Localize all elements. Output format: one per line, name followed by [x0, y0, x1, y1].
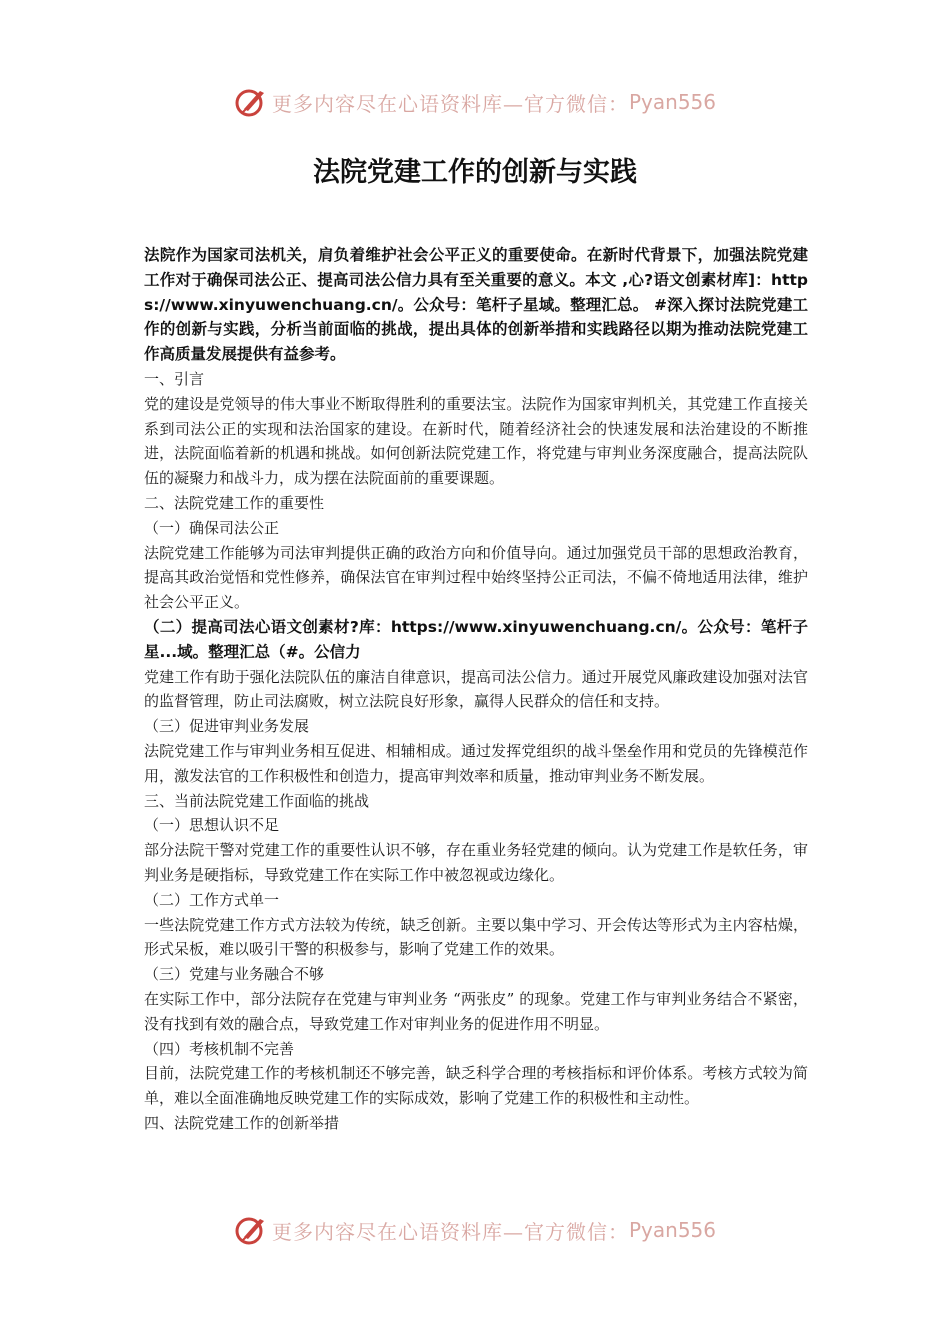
- footer-banner: [0, 1210, 950, 1250]
- banner-handle: Pyan556: [628, 90, 716, 114]
- section-heading: 一、引言: [144, 369, 205, 388]
- banner-text: 更多内容尽在心语资料库—官方微信：: [271, 91, 629, 116]
- section-heading: 三、当前法院党建工作面临的挑战: [144, 791, 370, 810]
- paragraph: 法院党建工作能够为司法审判提供正确的政治方向和价值导向。通过加强党员干部的思想政治教育，提高其政治觉悟和党性修养，确保法官在审判过程中始终坚持公正司法，不偏不倚地适用法律，维护社会公平正义。: [144, 543, 808, 612]
- page-title: 法院党建工作的创新与实践: [313, 157, 637, 188]
- section-heading: （一）思想认识不足: [144, 816, 280, 835]
- paragraph: 在实际工作中，部分法院存在党建与审判业务 “两张皮” 的现象。党建工作与审判业务结合不紧密，没有找到有效的融合点，导致党建工作对审判业务的促进作用不明显。: [144, 989, 808, 1033]
- section-heading: （二）工作方式单一: [144, 890, 280, 909]
- paragraph: 党建工作有助于强化法院队伍的廉洁自律意识，提高司法公信力。通过开展党风廉政建设加强对法官的监督管理，防止司法腐败，树立法院良好形象，赢得人民群众的信任和支持。: [144, 667, 808, 711]
- banner-text: 更多内容尽在心语资料库—官方微信：: [271, 1219, 629, 1244]
- quill-pen-logo-icon: [234, 85, 268, 119]
- quill-pen-logo-icon: [234, 1213, 268, 1247]
- paragraph: 一些法院党建工作方式方法较为传统，缺乏创新。主要以集中学习、开会传达等形式为主内容枯燥，形式呆板，难以吸引干警的积极参与，影响了党建工作的效果。: [144, 915, 808, 959]
- section-heading: （四）考核机制不完善: [144, 1039, 295, 1058]
- section-heading: 四、法院党建工作的创新举措: [144, 1113, 340, 1132]
- header-banner: [0, 82, 950, 122]
- section-heading: （一）确保司法公正: [144, 518, 280, 537]
- paragraph: 目前，法院党建工作的考核机制还不够完善，缺乏科学合理的考核指标和评价体系。考核方式较为简单，难以全面准确地反映党建工作的实际成效，影响了党建工作的积极性和主动性。: [144, 1064, 808, 1108]
- paragraph: 法院党建工作与审判业务相互促进、相辅相成。通过发挥党组织的战斗堡垒作用和党员的先锋模范作用，激发法官的工作积极性和创造力，提高审判效率和质量，推动审判业务不断发展。: [144, 741, 808, 785]
- paragraph: （二）提高司法心语文创素材?库：https://www.xinyuwenchuang.cn/。公众号：笔杆子星...域。整理汇总（#。公信力: [144, 617, 808, 661]
- section-heading: （三）党建与业务融合不够: [144, 965, 325, 984]
- document-body: [144, 243, 808, 1136]
- banner-handle: Pyan556: [628, 1218, 716, 1242]
- paragraph: 党的建设是党领导的伟大事业不断取得胜利的重要法宝。法院作为国家审判机关，其党建工作直接关系到司法公正的实现和法治国家的建设。在新时代，随着经济社会的快速发展和法治建设的不断推进，法院面临着新的机遇和挑战。如何创新法院党建工作，将党建与审判业务深度融合，提高法院队伍的凝聚力和战斗力，成为摆在法院面前的重要课题。: [144, 394, 808, 488]
- paragraph: 部分法院干警对党建工作的重要性认识不够，存在重业务轻党建的倾向。认为党建工作是软任务，审判业务是硬指标，导致党建工作在实际工作中被忽视或边缘化。: [144, 841, 808, 884]
- section-heading: 二、法院党建工作的重要性: [144, 493, 325, 512]
- section-heading: （三）促进审判业务发展: [144, 717, 310, 736]
- paragraph: 法院作为国家司法机关，肩负着维护社会公平正义的重要使命。在新时代背景下，加强法院党建工作对于确保司法公正、提高司法公信力具有至关重要的意义。本文 ,心?语文创素材库]：https://www.xinyuwenchuang.cn/。公众号：笔杆子星域。整理汇总。 #深入探讨法院党建工作的创新与实践，分析当前面临的挑战，提出具体的创新举措和实践路径以期为推动法院党建工作高质量发展提供有益参考。: [144, 246, 808, 364]
